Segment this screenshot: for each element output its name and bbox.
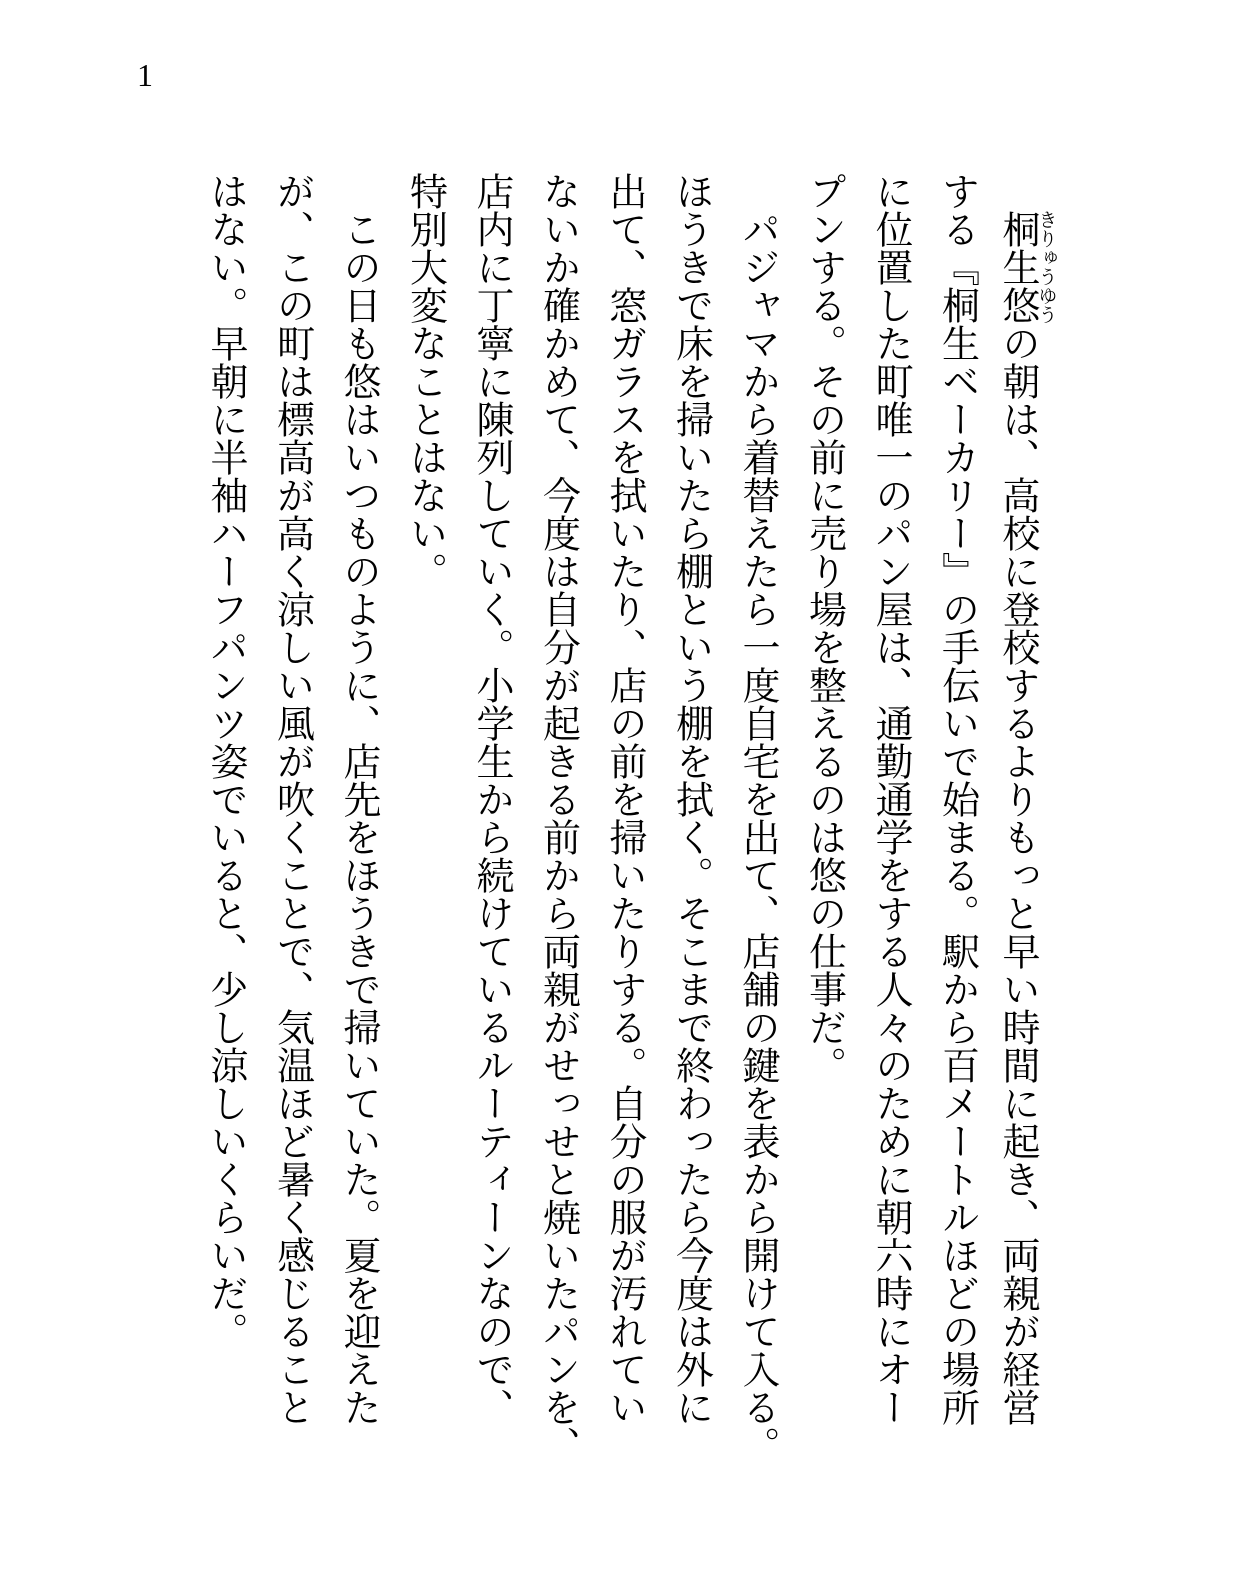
text-block <box>192 172 1057 1464</box>
text-column: に位置した町唯一のパン屋は、通勤通学をする人々のために朝六時にオー <box>869 172 911 1426</box>
text-column: プンする。その前に売り場を整えるのは悠の仕事だ。 <box>802 172 845 1084</box>
text-column: 店内に丁寧に陳列していく。小学生から続けているルーティーンなので、 <box>470 172 512 1426</box>
ruby-furigana: きりゅうゆう <box>1035 210 1057 324</box>
text-column: 特別大変なことはない。 <box>403 172 446 590</box>
text-column: この日も悠はいつものように、店先をほうきで掃いていた。夏を迎えた <box>337 172 379 1426</box>
column-text: の朝は、高校に登校するよりもっと早い時間に起き、両親が経営 <box>996 324 1038 1426</box>
text-column: が、この町は標高が高く涼しい風が吹くことで、気温ほど暑く感じること <box>270 172 313 1426</box>
text-column: ないか確かめて、今度は自分が起きる前から両親がせっせと焼いたパンを、 <box>536 172 579 1464</box>
text-column <box>990 172 1057 1426</box>
character-name-ruby <box>996 210 1057 324</box>
text-column: はない。早朝に半袖ハーフパンツ姿でいると、少し涼しいくらいだ。 <box>204 172 246 1350</box>
page-number: 1 <box>137 57 153 93</box>
text-column: する『桐生ベーカリー』の手伝いで始まる。駅から百メートルほどの場所 <box>935 172 978 1426</box>
text-column: パジャマから着替えたら一度自宅を出て、店舗の鍵を表から開けて入る。 <box>736 172 778 1464</box>
text-column: ほうきで床を掃いたら棚という棚を拭く。そこまで終わったら今度は外に <box>669 172 712 1426</box>
ruby-base-text: 桐生悠 <box>996 210 1038 324</box>
text-column: 出て、窓ガラスを拭いたり、店の前を掃いたりする。自分の服が汚れてい <box>603 172 645 1426</box>
paragraph-indent <box>996 172 1038 210</box>
